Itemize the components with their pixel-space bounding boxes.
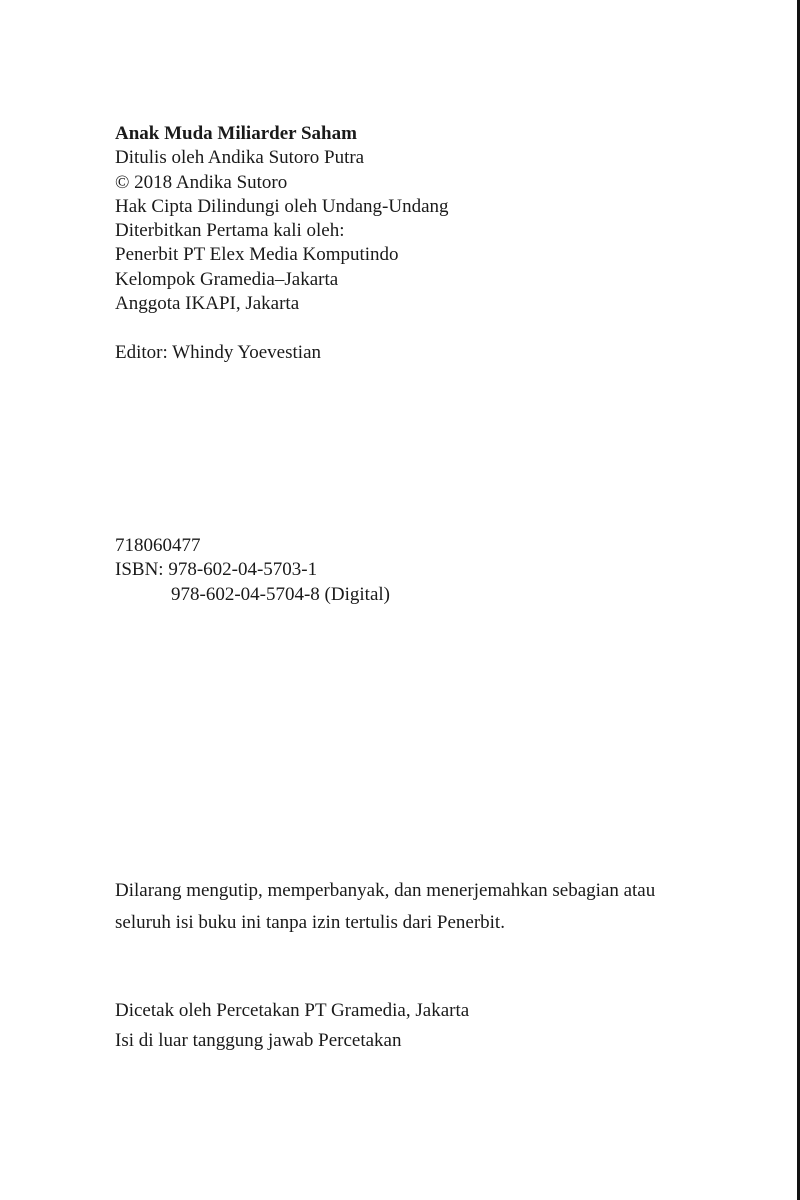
colophon-block — [115, 122, 449, 316]
editor-line: Editor: Whindy Yoevestian — [115, 342, 322, 363]
printer-block — [115, 996, 469, 1056]
printer-disclaimer-line: Isi di luar tanggung jawab Percetakan — [115, 1030, 402, 1051]
copyright-line: © 2018 Andika Sutoro — [115, 171, 288, 193]
notice-line-2: seluruh isi buku ini tanpa izin tertulis dari Penerbit. — [115, 912, 505, 933]
author-line: Ditulis oleh Andika Sutoro Putra — [115, 147, 365, 169]
ikapi-member-line: Anggota IKAPI, Jakarta — [115, 293, 300, 315]
book-title: Anak Muda Miliarder Saham — [115, 123, 357, 144]
publisher-group-line: Kelompok Gramedia–Jakarta — [115, 268, 339, 290]
isbn-digital: 978-602-04-5704-8 (Digital) — [171, 583, 390, 605]
first-published-line: Diterbitkan Pertama kali oleh: — [115, 220, 345, 242]
isbn-print: ISBN: 978-602-04-5703-1 — [115, 559, 318, 581]
isbn-block — [115, 534, 390, 607]
notice-line-1: Dilarang mengutip, memperbanyak, dan menerjemahkan sebagian atau — [115, 880, 656, 901]
publisher-line: Penerbit PT Elex Media Komputindo — [115, 244, 399, 266]
printer-line: Dicetak oleh Percetakan PT Gramedia, Jakarta — [115, 1000, 470, 1021]
rights-line: Hak Cipta Dilindungi oleh Undang-Undang — [115, 195, 449, 217]
catalog-number: 718060477 — [115, 535, 201, 556]
editor-block — [115, 341, 321, 365]
copyright-notice — [115, 875, 655, 939]
